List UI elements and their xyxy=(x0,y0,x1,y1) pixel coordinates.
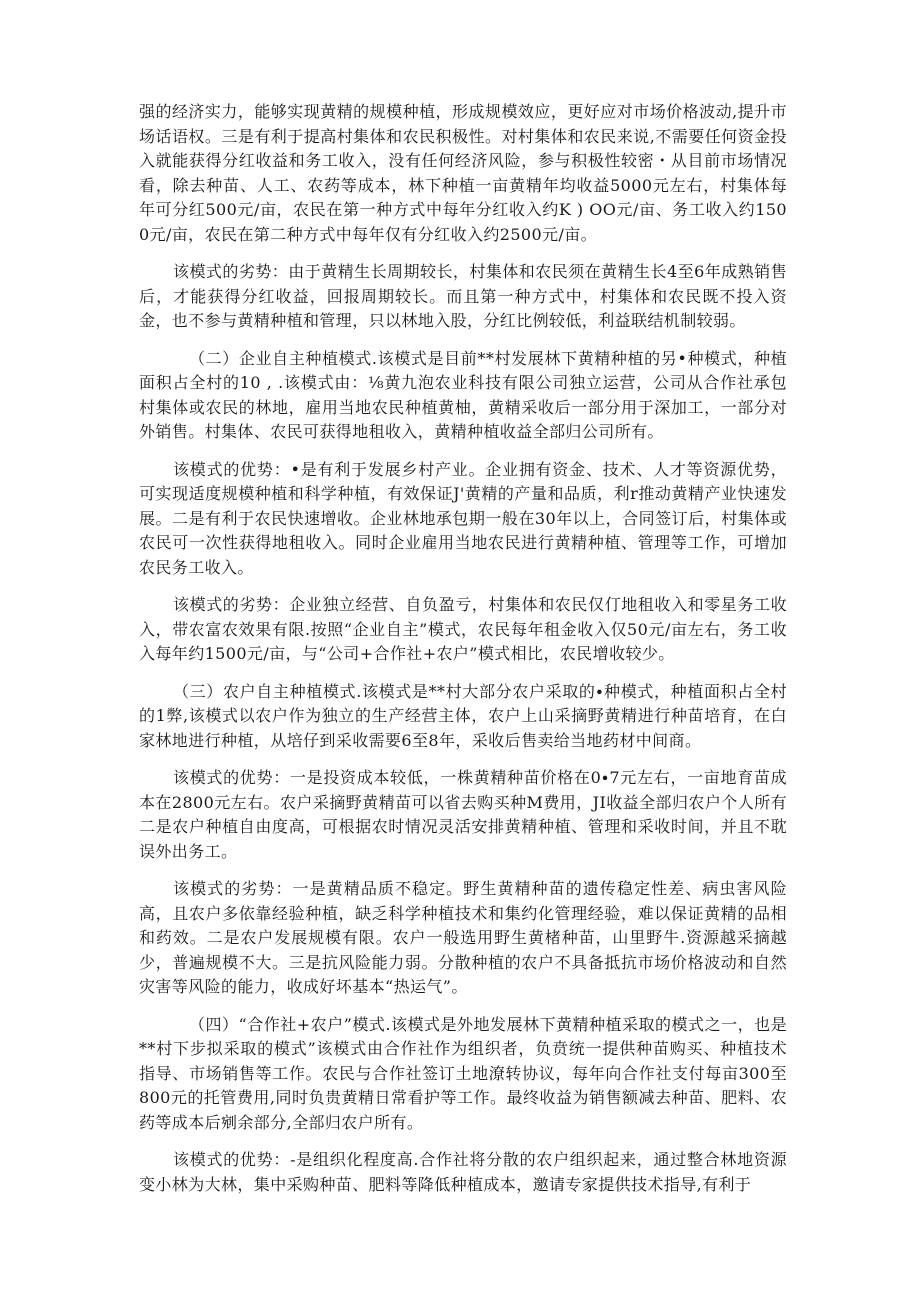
body-paragraph: 强的经济实力，能够实现黄精的规模种植，形成规模效应，更好应对市场价格波动,提升市场话语权。三是有利于提高村集体和农民积极性。对村集体和农民来说,不需要任何资金投入就能获得分红收益和务工收入，没有任何经济风险，参与积极性较密・从目前市场情况看，除去种苗、人工、农药等成本，林下种植一亩黄精年均收益5000元左右，村集体每年可分红500元/亩，农民在第一种方式中每年分红收入约K ) OO元/亩、务工收入约1500元/亩，农民在第二种方式中每年仅有分红收入约2500元/亩。 xyxy=(139,102,787,244)
section-heading-paragraph: （四）“合作社+农户”模式.该模式是外地发展林下黄精种植采取的模式之一，也是**村下步拟采取的模式”该模式由合作社作为组织者，负贲统一提供种苗购买、种植技术指导、市场销售等工作。农民与合作社签订土地潦转协议，每年向合作社支付每亩300至800元的托管费用,同时负贵黄精日常看护等工作。最终收益为销售额减去种苗、肥料、农药等成本后剜余部分,全部归农户所有。 xyxy=(139,1014,787,1132)
body-paragraph: 该模式的劣势：企业独立经营、自负盈亏，村集体和农民仅仃地租收入和零星务工收入，带农富农效果有限.按照“企业自主”模式，农民每年租金收入仅50元/亩左右，务工收入每年约1500元/亩，与“公司+合作社+农户”模式相比，农民增收较少。 xyxy=(139,595,787,663)
body-paragraph: 该模式的优势：一是投资成本较低，一株黄精种苗价格在0∙7元左右，一亩地育苗成本在2800元左右。农户采摘野黄精苗可以省去购买种M费用，JI收益全部归农户个人所有二是农户种植自由度高，可根据农时情况灵活安排黄精种植、管理和采收时间，并且不耽误外出务工。 xyxy=(139,768,787,861)
body-paragraph: 该模式的劣势：一是黄精品质不稳定。野生黄精种苗的遗传稳定性差、病虫害风险高，且农户多依靠经验种植，缺乏科学种植技术和集约化管理经验，难以保证黄精的品相和药效。二是农户发展规模有限。农户一般选用野生黄楮种苗，山里野牛.资源越采摘越少，普遍规模不大。三是抗风险能力弱。分散种植的农户不具备抵抗市场价格波动和自然灾害等风险的能力，收成好坏基本“热运气”。 xyxy=(139,879,787,996)
document-page xyxy=(139,100,787,1197)
body-paragraph: 该模式的优势：-是组织化程度高.合作社将分散的农户组织起来，通过整合林地资源变小林为大林，集中采购种苗、肥料等降低种植成本，邀请专家提供技术指导,有利于 xyxy=(139,1150,787,1194)
body-paragraph: 该模式的劣势：由于黄精生长周期较长，村集体和农民须在黄精生长4至6年成熟销售后，才能获得分红收益，回报周期较长。而且第一种方式中，村集体和农民既不投入资金，也不参与黄精种植和管理，只以林地入股，分红比例较低，利益联结机制较弱。 xyxy=(139,262,787,330)
section-heading-paragraph: （二）企业自主种植模式.该模式是目前**村发展林下黄精种植的另•种模式，种植面积占全村的10 , .该模式由：⅛黄九泡农业科技有限公司独立运营，公司从合作社承包村集体或农民的林地，雇用当地农民种植黄柚，黄精采收后一部分用于深加工，一部分对外销售。村集体、农民可获得地租收入，黄精种植收益全部归公司所有。 xyxy=(139,348,787,441)
body-paragraph: 该模式的优势：•是有利于发展乡村产业。企业拥有资金、技术、人才等资源优势，可实现适度规模种植和科学种植，有效保证J'黄精的产量和品质，利r推动黄精产业快速发展。二是有利于农民快速增收。企业林地承包期一般在30年以上，合同签订后，村集体或农民可一次性获得地租收入。同时企业雇用当地农民进行黄精种植、管理等工作，可增加农民务工收入。 xyxy=(139,459,787,577)
section-heading-paragraph: （三）农户自主种植模式.该模式是**村大部分农户采取的∙种模式，种植面积占全村的1弊,该模式以农户作为独立的生产经营主体，农户上山采摘野黄精进行种苗培育，在白家林地进行种植，从培仔到采收需要6至8年，采收后售卖给当地药材中间商。 xyxy=(139,681,787,750)
